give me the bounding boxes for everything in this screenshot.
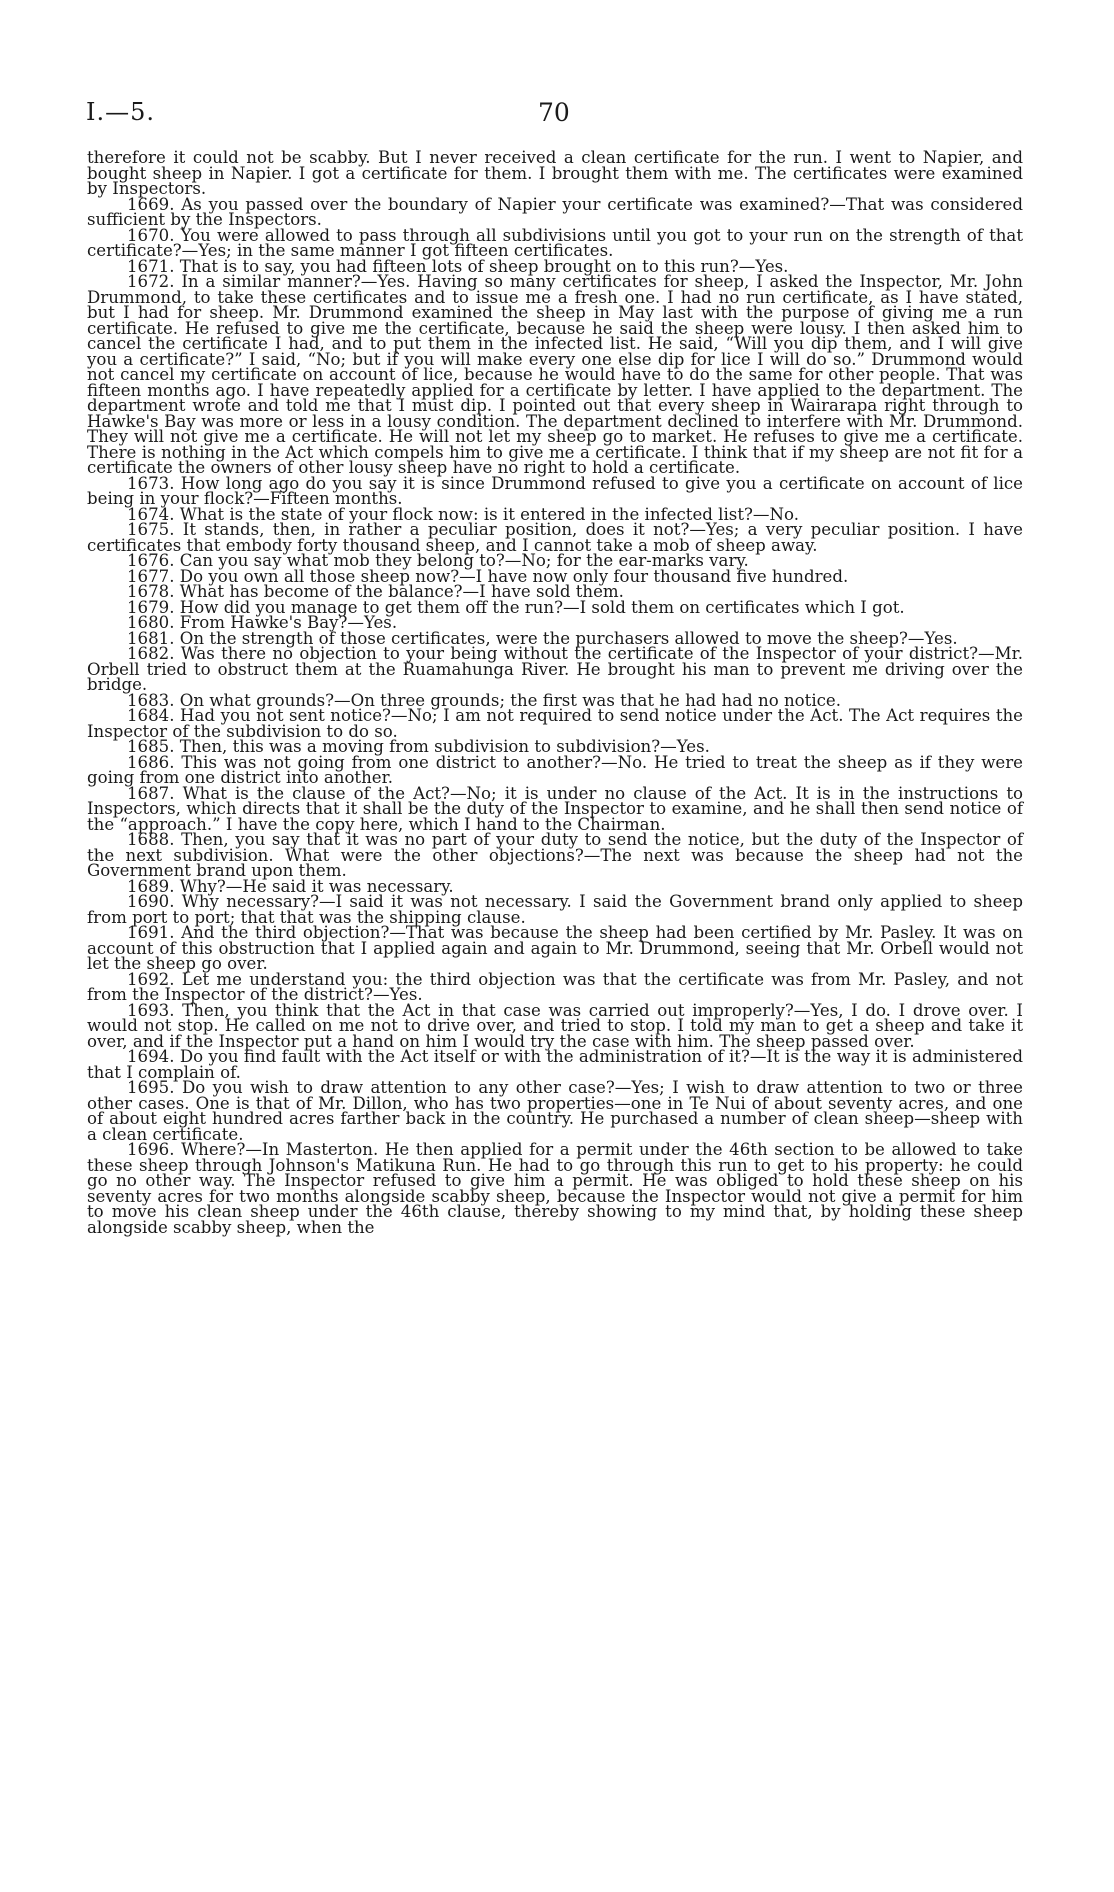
paragraph: 1681. On the strength of those certificates, were the purchasers allowed to move the sheep?—Yes. [127,628,958,648]
paragraph: 1691. And the third objection?—That was because the sheep had been certified by Mr. Pasley. It was on account of this obstruction that I applied again and again to Mr. Drummond, seeing that Mr. Orbell would not let the sheep go over. [87,923,1023,973]
paragraph: 1695. Do you wish to draw attention to any other case?—Yes; I wish to draw attention to two or three other cases. One is that of Mr. Dillon, who has two properties—one in Te Nui of about seventy acres, and one of about eight hundred acres farther back in the country. He purchased a number of clean sheep—sheep with a clean certificate. [87,1078,1023,1144]
paragraph: 1672. In a similar manner?—Yes. Having so many certificates for sheep, I asked the Inspector, Mr. John Drummond, to take these certificates and to issue me a fresh one. I had no run certificate, as I have stated, but I had for sheep. Mr. Drummond examined the sheep in May last with the purpose of giving me a run certificate. He refused to give me the certificate, because he said the sheep were lousy. I then asked him to cancel the certificate I had, and to put them in the infected list. He said, “Will you dip them, and I will give you a certificate?” I said, “No; but if you will make every one else dip for lice I will do so.” Drummond would not cancel my certificate on account of lice, because he would have to do the same for other people. That was fifteen months ago. I have repeatedly applied for a certificate by letter. I have applied to the department. The department wrote and told me that I must dip. I pointed out that every sheep in Wairarapa right through to Hawke's Bay was more or less in a lousy condition. The department declined to interfere with Mr. Drummond. They will not give me a certificate. He will not let my sheep go to market. He refuses to give me a certificate. There is nothing in the Act which compels him to give me a certificate. I think that if my sheep are not fit for a certificate the owners of other lousy sheep have no right to hold a certificate. [87,272,1023,477]
paragraph: 1686. This was not going from one district to another?—No. He tried to treat the sheep as if they were going from one district into another. [87,752,1023,787]
page-number: 70 [538,98,570,127]
paragraph: 1669. As you passed over the boundary of Napier your certificate was examined?—That was considered sufficient by the Inspectors. [87,194,1023,229]
paragraph: 1684. Had you not sent notice?—No; I am not required to send notice under the Act. The Act requires the Inspector of the subdivision to do so. [87,706,1023,741]
paragraph: 1676. Can you say what mob they belong to?—No; for the ear-marks vary. [127,551,749,570]
page-header [86,98,1028,132]
document-reference: I.—5. [86,98,156,126]
paragraph: 1675. It stands, then, in rather a peculiar position, does it not?—Yes; a very peculiar position. I have certificates that embody forty thousand sheep, and I cannot take a mob of sheep away. [87,520,1023,555]
paragraph: 1696. Where?—In Masterton. He then applied for a permit under the 46th section to be allowed to take these sheep through Johnson's Matikuna Run. He had to go through this run to get to his property: he could go no other way. The Inspector refused to give him a permit. He was obliged to hold these sheep on his seventy acres for two months alongside scabby sheep, because the Inspector would not give a permit for him to move his clean sheep under the 46th clause, thereby showing to my mind that, by holding these sheep alongside scabby sheep, when the [87,1140,1023,1237]
paragraph: 1679. How did you manage to get them off the run?—I sold them on certificates which I got. [127,597,905,617]
paragraph: 1687. What is the clause of the Act?—No; it is under no clause of the Act. It is in the instructions to Inspectors, which directs that it shall be the duty of the Inspector to examine, and he shall then send notice of the “approach.” I have the copy here, which I hand to the Chairman. [87,783,1023,834]
paragraph: 1690. Why necessary?—I said it was not necessary. I said the Government brand only applied to sheep from port to port; that that was the shipping clause. [87,892,1023,927]
paragraph: 1678. What has become of the balance?—I have sold them. [127,582,624,601]
paragraph: 1671. That is to say, you had fifteen lots of sheep brought on to this run?—Yes. [127,256,789,276]
paragraph: 1682. Was there no objection to your being without the certificate of the Inspector of your district?—Mr. Orbell tried to obstruct them at the Ruamahunga River. He brought his man to prevent me driving over the bridge. [87,644,1023,694]
paragraph: 1685. Then, this was a moving from subdivision to subdivision?—Yes. [127,737,710,756]
body-text [87,150,1023,1235]
paragraph: 1673. How long ago do you say it is since Drummond refused to give you a certificate on account of lice being in your flock?—Fifteen months. [87,473,1023,508]
paragraph: 1689. Why?—He said it was necessary. [127,876,454,896]
paragraph: 1692. Let me understand you: the third objection was that the certificate was from Mr. Pasley, and not from the Inspector of the district?—Yes. [87,969,1023,1004]
paragraph: 1680. From Hawke's Bay?—Yes. [127,613,398,632]
paragraph: 1677. Do you own all those sheep now?—I have now only four thousand five hundred. [127,566,849,586]
paragraph: therefore it could not be scabby. But I never received a clean certificate for the run. I went to Napier, and bought sheep in Napier. I got a certificate for them. I brought them with me. The certificates were examined by Inspectors. [87,148,1023,198]
paragraph: 1683. On what grounds?—On three grounds; the first was that he had had no notice. [127,690,842,710]
paragraph: 1674. What is the state of your flock now: is it entered in the infected list?—No. [127,504,799,524]
paragraph: 1688. Then, you say that it was no part of your duty to send the notice, but the duty of the Inspector of the next subdivision. What were the other objections?—The next was because the sheep had not the Government brand upon them. [87,830,1023,880]
paragraph: 1694. Do you find fault with the Act itself or with the administration of it?—It is the way it is administered that I complain of. [87,1047,1023,1082]
paragraph: 1670. You were allowed to pass through all subdivisions until you got to your run on the strength of that certificate?—Yes; in the same manner I got fifteen certificates. [87,225,1023,260]
paragraph: 1693. Then, you think that the Act in that case was carried out improperly?—Yes, I do. I drove over. I would not stop. He called on me not to drive over, and tried to stop. I told my man to get a sheep and take it over, and if the Inspector put a hand on him I would try the case with him. The sheep passed over. [87,1000,1023,1051]
